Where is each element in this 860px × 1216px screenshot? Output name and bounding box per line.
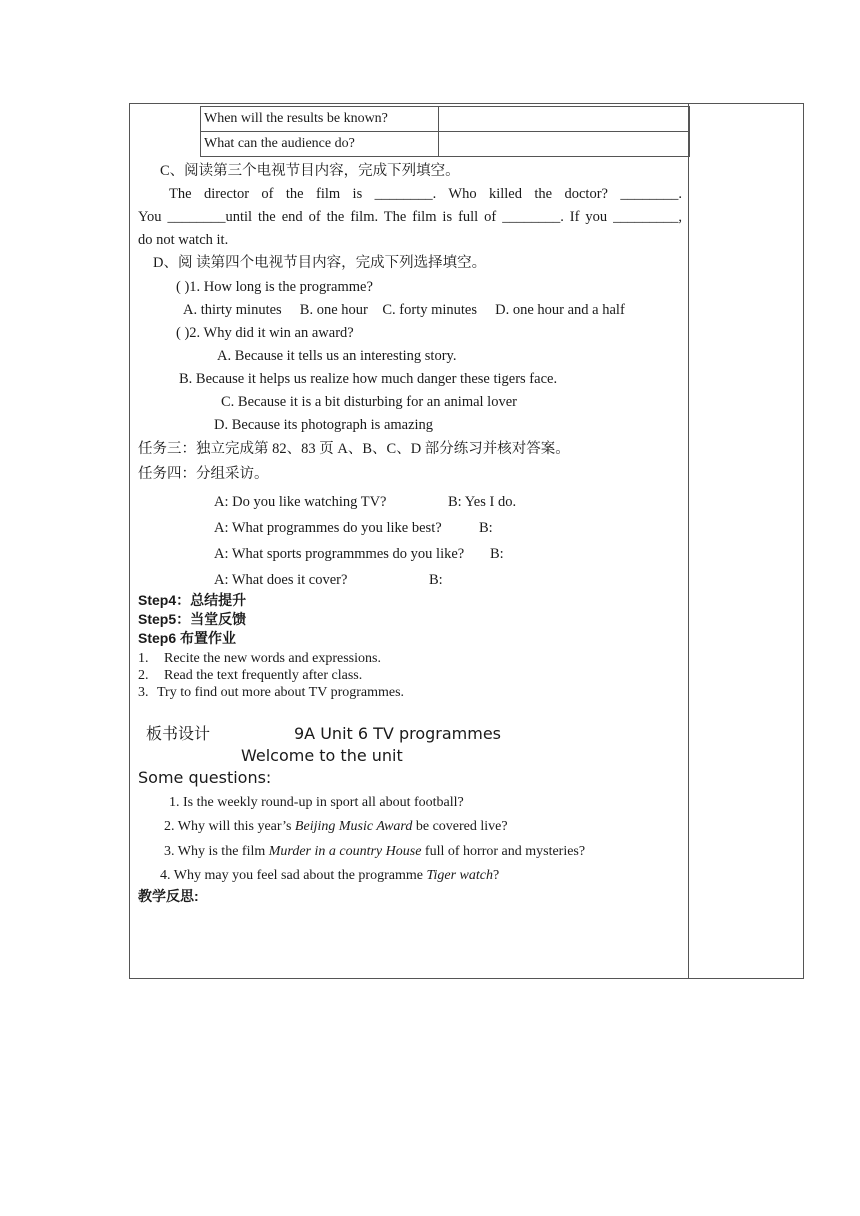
homework-item-1: Recite the new words and expressions. [164, 651, 381, 666]
question-4 [160, 867, 499, 885]
step5-heading: Step5：当堂反馈 [138, 611, 247, 627]
homework-item-3: Try to find out more about TV programmes. [157, 685, 405, 700]
board-subtitle: Welcome to the unit [241, 746, 403, 765]
question-2 [164, 818, 508, 836]
section-d-q1: ( )1. How long is the programme? [176, 279, 373, 295]
interview-a-3: A: What sports programmmes do you like? [214, 546, 465, 562]
task4-text: 任务四：分组采访。 [138, 466, 269, 482]
section-d-q2-option-c: C. Because it is a bit disturbing for an animal lover [221, 394, 517, 410]
results-table [200, 106, 690, 157]
question-2-text: 2. Why will this year’s [164, 819, 295, 834]
question-3-text: 3. Why is the film [164, 844, 269, 859]
section-c-line3: do not watch it. [138, 232, 229, 248]
table-cell-answer [439, 107, 690, 132]
task3-text: 任务三：独立完成第 82、83 页 A、B、C、D 部分练习并核对答案。 [138, 441, 570, 457]
table-row [201, 107, 690, 132]
section-c-line1: The director of the film is ________. Who killed the doctor? ________. [169, 186, 682, 202]
interview-a-4: A: What does it cover? [214, 572, 348, 588]
table-cell-answer [439, 132, 690, 157]
section-c-heading: C、阅读第三个电视节目内容，完成下列填空。 [160, 163, 460, 179]
section-d-q1-options: A. thirty minutes B. one hour C. forty minutes D. one hour and a half [183, 302, 625, 318]
question-4-text: 4. Why may you feel sad about the programme [160, 868, 427, 883]
question-2-italic: Beijing Music Award [294, 819, 413, 834]
homework-num-2: 2. [138, 668, 149, 683]
interview-b-3: B: [490, 546, 504, 562]
homework-num-3: 3. [138, 685, 149, 700]
teaching-reflection-label: 教学反思: [138, 888, 199, 904]
board-title: 9A Unit 6 TV programmes [294, 724, 501, 743]
interview-a-1: A: Do you like watching TV? [214, 494, 387, 510]
homework-num-1: 1. [138, 651, 149, 666]
homework-item-2: Read the text frequently after class. [164, 668, 363, 683]
step6-heading: Step6 布置作业 [138, 630, 237, 646]
step4-heading: Step4：总结提升 [138, 592, 247, 608]
column-divider [688, 103, 689, 979]
section-d-q2-option-a: A. Because it tells us an interesting story. [217, 348, 457, 364]
interview-b-1: B: Yes I do. [448, 494, 517, 510]
question-3 [164, 843, 585, 861]
table-cell-question: When will the results be known? [201, 107, 439, 132]
section-d-q2-option-d: D. Because its photograph is amazing [214, 417, 434, 433]
question-2-end: be covered live? [412, 819, 508, 834]
board-design-label: 板书设计 [146, 724, 211, 743]
section-d-q2: ( )2. Why did it win an award? [176, 325, 354, 341]
interview-a-2: A: What programmes do you like best? [214, 520, 442, 536]
question-4-end: ? [492, 868, 500, 883]
interview-b-2: B: [479, 520, 493, 536]
table-cell-question: What can the audience do? [201, 132, 439, 157]
interview-b-4: B: [429, 572, 443, 588]
question-4-italic: Tiger watch [426, 868, 493, 883]
section-d-q2-option-b: B. Because it helps us realize how much danger these tigers face. [179, 371, 558, 387]
question-3-italic: Murder in a country House [268, 844, 422, 859]
questions-heading: Some questions: [138, 768, 272, 787]
question-1: 1. Is the weekly round-up in sport all about football? [169, 795, 464, 810]
section-d-heading: D、阅 读第四个电视节目内容，完成下列选择填空。 [153, 255, 487, 271]
table-row [201, 132, 690, 157]
question-3-end: full of horror and mysteries? [421, 844, 586, 859]
section-c-line2: You ________until the end of the film. The film is full of ________. If you _________, [138, 209, 682, 225]
